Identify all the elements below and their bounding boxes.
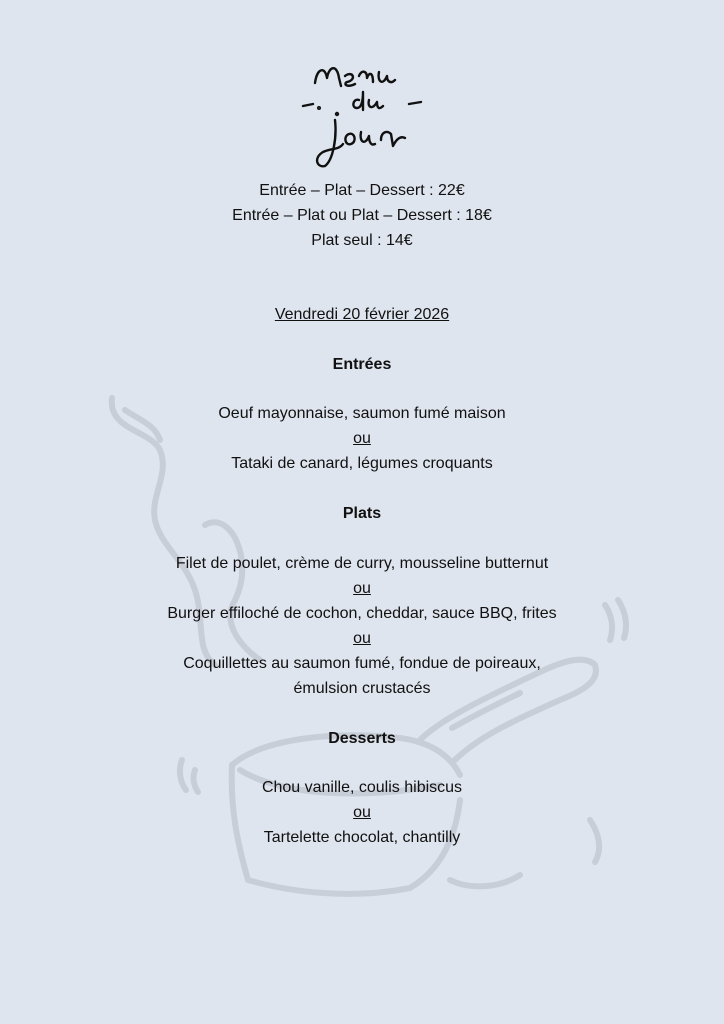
- section-title-plats: Plats: [342, 505, 382, 522]
- separator-ou: ou: [353, 430, 371, 447]
- dessert-item-2: Tartelette chocolat, chantilly: [263, 829, 461, 846]
- entree-item-1: Oeuf mayonnaise, saumon fumé maison: [218, 405, 506, 422]
- separator-ou: ou: [353, 580, 371, 597]
- section-title-entrees: Entrées: [332, 356, 392, 373]
- price-line-3: Plat seul : 14€: [311, 232, 413, 249]
- price-line-2: Entrée – Plat ou Plat – Dessert : 18€: [232, 207, 492, 224]
- price-line-1: Entrée – Plat – Dessert : 22€: [259, 182, 465, 199]
- menu-date: Vendredi 20 février 2026: [274, 306, 450, 323]
- plat-item-3-continued: émulsion crustacés: [293, 680, 431, 697]
- dessert-item-1: Chou vanille, coulis hibiscus: [261, 779, 463, 796]
- separator-ou: ou: [353, 630, 371, 647]
- plat-item-2: Burger effiloché de cochon, cheddar, sauce BBQ, frites: [167, 605, 557, 622]
- plat-item-3: Coquillettes au saumon fumé, fondue de poireaux,: [183, 655, 541, 672]
- plat-item-1: Filet de poulet, crème de curry, mousseline butternut: [175, 555, 549, 572]
- entree-item-2: Tataki de canard, légumes croquants: [231, 455, 493, 472]
- section-title-desserts: Desserts: [328, 730, 396, 747]
- menu-du-jour-logo: [297, 48, 427, 178]
- separator-ou: ou: [353, 804, 371, 821]
